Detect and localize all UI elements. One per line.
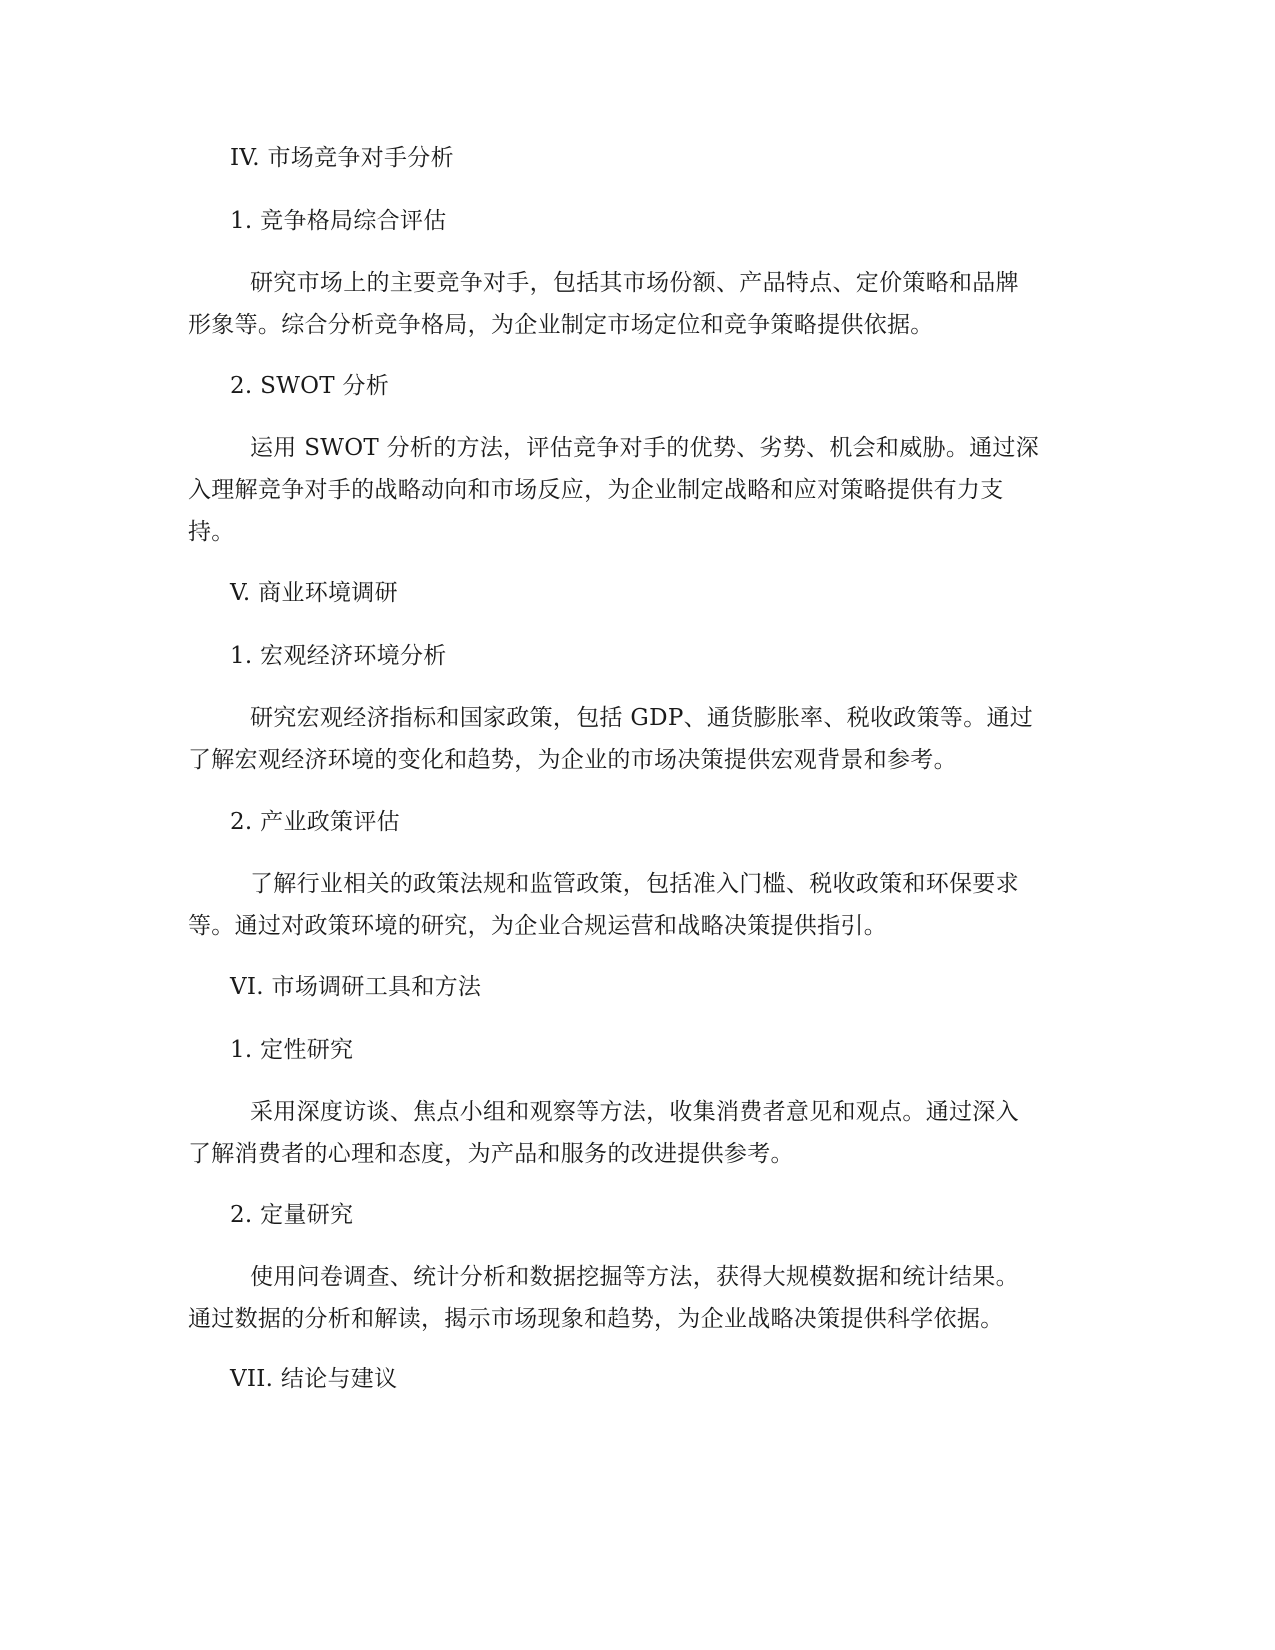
paragraph-line: 入理解竞争对手的战略动向和市场反应，为企业制定战略和应对策略提供有力支: [188, 477, 1004, 503]
paragraph-line: 了解行业相关的政策法规和监管政策，包括准入门槛、税收政策和环保要求: [250, 871, 1019, 897]
section-heading: VI. 市场调研工具和方法: [230, 974, 482, 1000]
paragraph-line: 使用问卷调查、统计分析和数据挖掘等方法，获得大规模数据和统计结果。: [250, 1264, 1019, 1290]
subsection-title: 1. 宏观经济环境分析: [230, 643, 447, 669]
paragraph-line: 通过数据的分析和解读，揭示市场现象和趋势，为企业战略决策提供科学依据。: [188, 1306, 1004, 1332]
section-heading: V. 商业环境调研: [230, 580, 398, 606]
subsection-title: 1. 定性研究: [230, 1037, 354, 1063]
subsection-title: 2. SWOT 分析: [230, 373, 390, 399]
subsection-title: 2. 定量研究: [230, 1202, 354, 1228]
paragraph-line: 了解消费者的心理和态度，为产品和服务的改进提供参考。: [188, 1141, 794, 1167]
paragraph-line: 采用深度访谈、焦点小组和观察等方法，收集消费者意见和观点。通过深入: [250, 1099, 1019, 1125]
paragraph-line: 研究宏观经济指标和国家政策，包括 GDP、通货膨胀率、税收政策等。通过: [250, 705, 1034, 731]
section-heading: IV. 市场竞争对手分析: [230, 145, 454, 171]
paragraph-line: 持。: [188, 519, 235, 545]
paragraph-line: 了解宏观经济环境的变化和趋势，为企业的市场决策提供宏观背景和参考。: [188, 747, 957, 773]
section-heading: VII. 结论与建议: [230, 1366, 398, 1392]
paragraph-line: 形象等。综合分析竞争格局，为企业制定市场定位和竞争策略提供依据。: [188, 312, 934, 338]
paragraph-line: 研究市场上的主要竞争对手，包括其市场份额、产品特点、定价策略和品牌: [250, 270, 1019, 296]
paragraph-line: 等。通过对政策环境的研究，为企业合规运营和战略决策提供指引。: [188, 913, 887, 939]
subsection-title: 1. 竞争格局综合评估: [230, 208, 447, 234]
subsection-title: 2. 产业政策评估: [230, 809, 400, 835]
paragraph-line: 运用 SWOT 分析的方法，评估竞争对手的优势、劣势、机会和威胁。通过深: [250, 435, 1040, 461]
